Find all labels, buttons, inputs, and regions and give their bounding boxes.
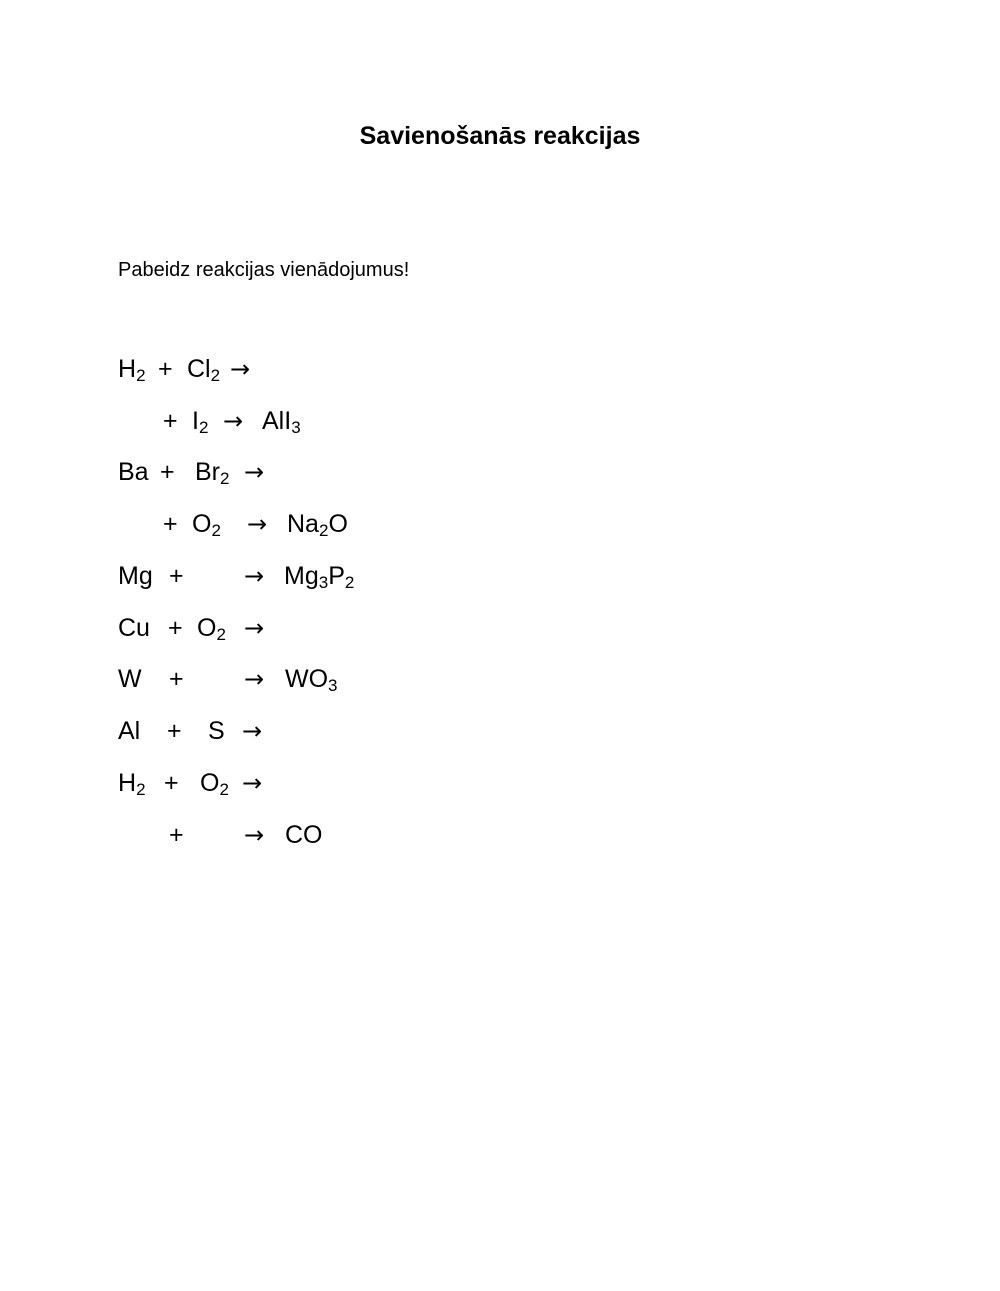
reactant-1: Mg xyxy=(118,562,153,590)
reactant-1: W xyxy=(118,665,142,693)
equation-6 xyxy=(118,610,518,646)
reactant-1: $H_2$ xyxy=(118,355,146,385)
reactant-2: $O_2$ xyxy=(200,769,229,799)
reactant-2: $I_2$ xyxy=(192,407,209,437)
reactant-2: $O_2$ xyxy=(197,614,226,644)
arrow-icon: → xyxy=(230,355,251,383)
arrow-icon: → xyxy=(244,821,265,849)
arrow-icon: → xyxy=(244,458,265,486)
instruction-text: Pabeidz reakcijas vienādojumus! xyxy=(118,259,410,281)
reactant-2: $O_2$ xyxy=(192,510,221,540)
arrow-icon: → xyxy=(242,769,263,797)
reactant-1: Al xyxy=(118,717,141,745)
product: CO xyxy=(285,821,323,849)
product: $WO_3$ xyxy=(285,665,338,695)
arrow-icon: → xyxy=(244,665,265,693)
plus-sign: + xyxy=(169,665,184,693)
page-title: Savienošanās reakcijas xyxy=(359,122,641,150)
product: AlI$_3$ xyxy=(262,407,301,437)
plus-sign: + xyxy=(164,769,179,797)
arrow-icon: → xyxy=(242,717,263,745)
equation-7 xyxy=(118,661,518,697)
equation-5 xyxy=(118,558,518,594)
equation-2 xyxy=(118,403,518,439)
reactant-1: Cu xyxy=(118,614,150,642)
plus-sign: + xyxy=(160,458,175,486)
equation-3 xyxy=(118,454,518,490)
plus-sign: + xyxy=(158,355,173,383)
arrow-icon: → xyxy=(223,407,244,435)
reactant-1: Ba xyxy=(118,458,149,486)
equation-9 xyxy=(118,765,518,801)
reactant-2: $Cl_2$ xyxy=(187,355,221,385)
product: $Mg_3P_2$ xyxy=(284,562,355,592)
plus-sign: + xyxy=(169,562,184,590)
plus-sign: + xyxy=(169,821,184,849)
reactant-2: $Br_2$ xyxy=(195,458,230,488)
plus-sign: + xyxy=(168,614,183,642)
arrow-icon: → xyxy=(247,510,268,538)
equation-4 xyxy=(118,506,518,542)
equation-10 xyxy=(118,817,518,853)
product: $Na_2O$ xyxy=(287,510,348,540)
arrow-icon: → xyxy=(244,614,265,642)
arrow-icon: → xyxy=(244,562,265,590)
plus-sign: + xyxy=(167,717,182,745)
reactant-2: S xyxy=(208,717,225,745)
equation-8 xyxy=(118,713,518,749)
reactant-1: $H_2$ xyxy=(118,769,146,799)
plus-sign: + xyxy=(163,510,178,538)
equation-1 xyxy=(118,351,518,387)
plus-sign: + xyxy=(163,407,178,435)
